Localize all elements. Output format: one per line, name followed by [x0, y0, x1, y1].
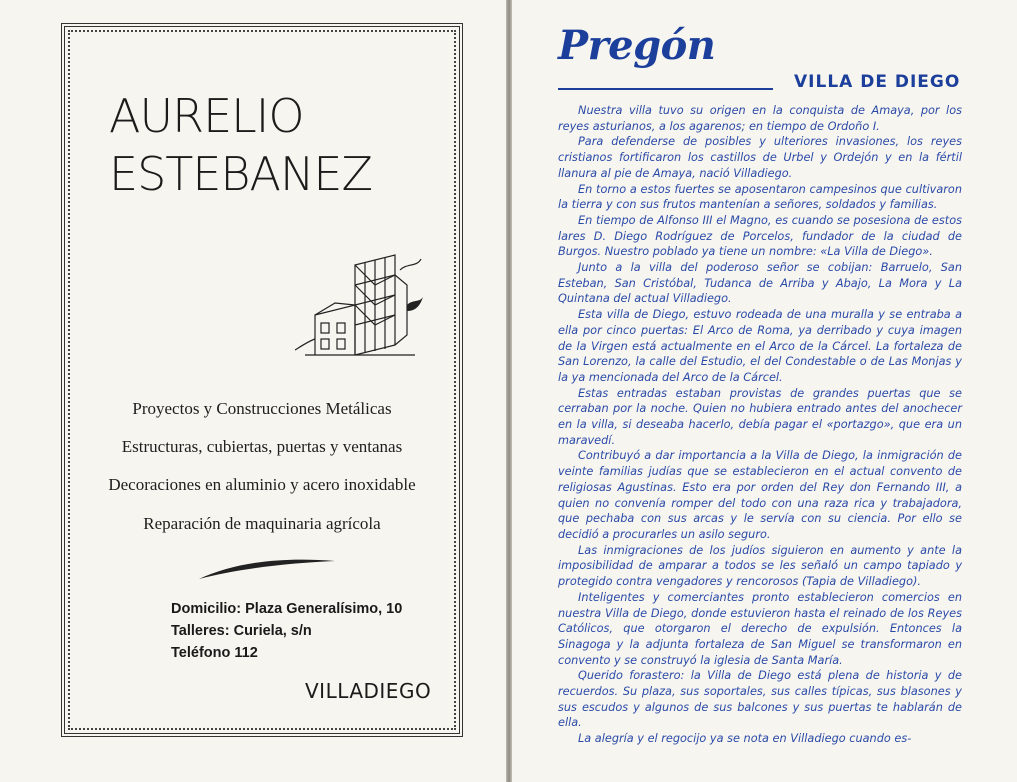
paragraph: Estas entradas estaban provistas de grandes puertas que se cerraban por la noche. Quien no hubiera entrado antes del anochecer en la villa, si deseaba hacerlo, debía pagar el «portazgo», que era un maravedí.: [558, 386, 962, 447]
paragraph: Contribuyó a dar importancia a la Villa de Diego, la inmigración de veinte familias judías que se establecieron en el actual convento de religiosas Agustinas. Esto era por orden del Rey don Fernando III, a quien no convenía romper del todo con una raza rica y trabajadora, que pechaba con sus arcas y le servía con su ciencia. Por ello se decidió a procurarles un asilo seguro.: [558, 449, 962, 541]
article-body: [558, 103, 962, 747]
page-title: Pregón: [558, 22, 716, 69]
paragraph: Querido forastero: la Villa de Diego está plena de historia y de recuerdos. Su plaza, sus soportales, sus calles típicas, sus blasones y sus escudos y algunos de sus balcones y sus puertas te hablarán de ella.: [558, 669, 962, 730]
paragraph: Nuestra villa tuvo su origen en la conquista de Amaya, por los reyes asturianos, a los agarenos; en tiempo de Ordoño I.: [558, 104, 962, 133]
advertiser-first-name: AURELIO: [109, 89, 304, 143]
paragraph: En tiempo de Alfonso III el Magno, es cuando se posesiona de estos lares D. Diego Rodríguez de Porcelos, fundador de la ciudad de Burgos. Nuestro poblado ya tiene un nombre: «La Villa de Diego».: [558, 213, 962, 259]
right-page: [512, 0, 1017, 782]
contact-phone: Teléfono 112: [171, 645, 258, 661]
paragraph: Esta villa de Diego, estuvo rodeada de una muralla y se entraba a ella por cinco puertas: El Arco de Roma, ya derribado y cuya imagen de la Virgen está actualmente en el Arco de la Cárcel. La fortaleza de San Lorenzo, la calle del Estudio, el del Condestable o de Las Monjas y la ya mencionada del Arco de la Cárcel.: [558, 308, 962, 384]
advertiser-town: VILLADIEGO: [305, 679, 432, 703]
service-line-2: Estructuras, cubiertas, puertas y ventanas: [121, 437, 403, 456]
title-divider: [558, 88, 773, 90]
contact-address: Domicilio: Plaza Generalísimo, 10: [171, 601, 403, 617]
paragraph: La alegría y el regocijo ya se nota en Villadiego cuando es-: [578, 732, 912, 746]
paragraph: Junto a la villa del poderoso señor se cobijan: Barruelo, San Esteban, San Cristóbal, Tudanca de Arriba y Abajo, La Mora y La Quintana del actual Villadiego.: [558, 261, 962, 306]
advertiser-name: [109, 87, 372, 203]
page-subtitle: VILLA DE DIEGO: [794, 72, 961, 92]
contact-workshop: Talleres: Curiela, s/n: [171, 623, 312, 639]
paragraph: Inteligentes y comerciantes pronto establecieron comercios en nuestra Villa de Diego, donde estuvieron hasta el reinado de los Reyes Católicos, que otorgaron el derecho de expulsión. Entonces la Sinagoga y la adjunta fortaleza de San Miguel se transformaron en convento y se construyó la iglesia de Santa María.: [558, 590, 962, 667]
service-line-3: Decoraciones en aluminio y acero inoxidable: [108, 475, 416, 494]
paragraph: Las inmigraciones de los judíos siguieron en aumento y ante la imposibilidad de amparar a todos se les señaló un campo tapiado y protegido contra vengadores y rencorosos (Tapia de Villadiego).: [558, 543, 962, 589]
paragraph: En torno a estos fuertes se aposentaron campesinos que cultivaron la tierra y con sus frutos mantenían a señores, soldados y familias.: [558, 182, 962, 212]
advertiser-last-name: ESTEBANEZ: [109, 147, 373, 201]
left-page: [0, 0, 506, 782]
building-illustration-icon: [295, 245, 425, 365]
service-line-4: Reparación de maquinaria agrícola: [143, 514, 381, 533]
paragraph: Para defenderse de posibles y ulteriores invasiones, los reyes cristianos fortificaron los castillos de Urbel y Ordejón y en la fértil llanura al pie de Amaya, nació Villadiego.: [558, 135, 962, 180]
advertisement-frame: [61, 23, 463, 737]
service-line-1: Proyectos y Construcciones Metálicas: [132, 399, 392, 418]
decorative-swoosh: [197, 555, 337, 583]
